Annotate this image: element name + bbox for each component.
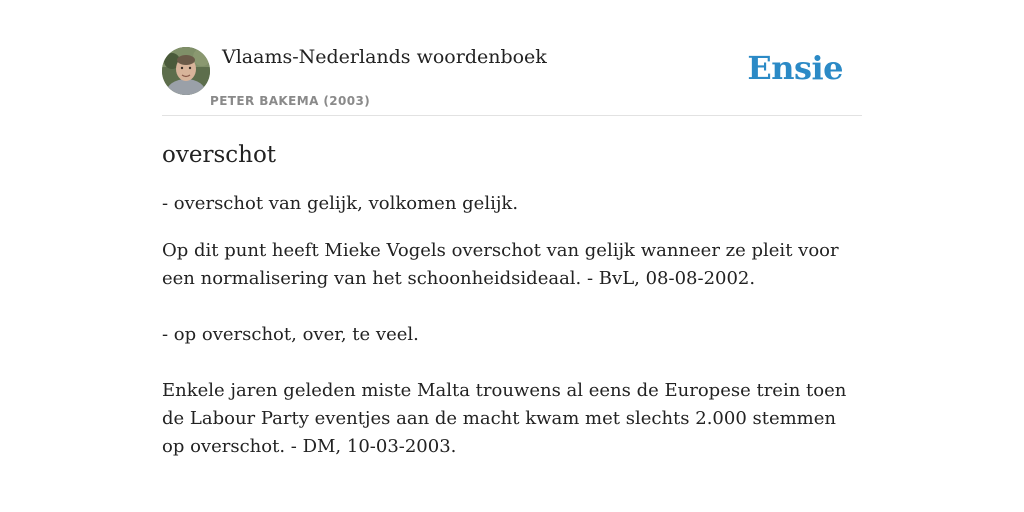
example-paragraph: Op dit punt heeft Mieke Vogels overschot van gelijk wanneer ze pleit voor een normalisering van het schoonheidsideaal. - BvL, 08-08-2002. (162, 240, 839, 289)
entry-header (162, 45, 862, 116)
entry-body (162, 190, 862, 461)
definition-paragraph: - op overschot, over, te veel. (162, 324, 419, 345)
author-name[interactable]: PETER BAKEMA (2003) (210, 94, 371, 108)
entry-card (162, 45, 862, 461)
entry-headword: overschot (162, 142, 277, 168)
definition-paragraph: - overschot van gelijk, volkomen gelijk. (162, 193, 519, 214)
book-title[interactable]: Vlaams-Nederlands woordenboek (222, 46, 547, 68)
example-paragraph: Enkele jaren geleden miste Malta trouwens al eens de Europese trein toen de Labour Party eventjes aan de macht kwam met slechts 2.000 stemmen op overschot. - DM, 10-03-2003. (162, 380, 847, 457)
ensie-logo[interactable]: Ensie (747, 49, 843, 87)
author-avatar[interactable] (162, 47, 210, 95)
